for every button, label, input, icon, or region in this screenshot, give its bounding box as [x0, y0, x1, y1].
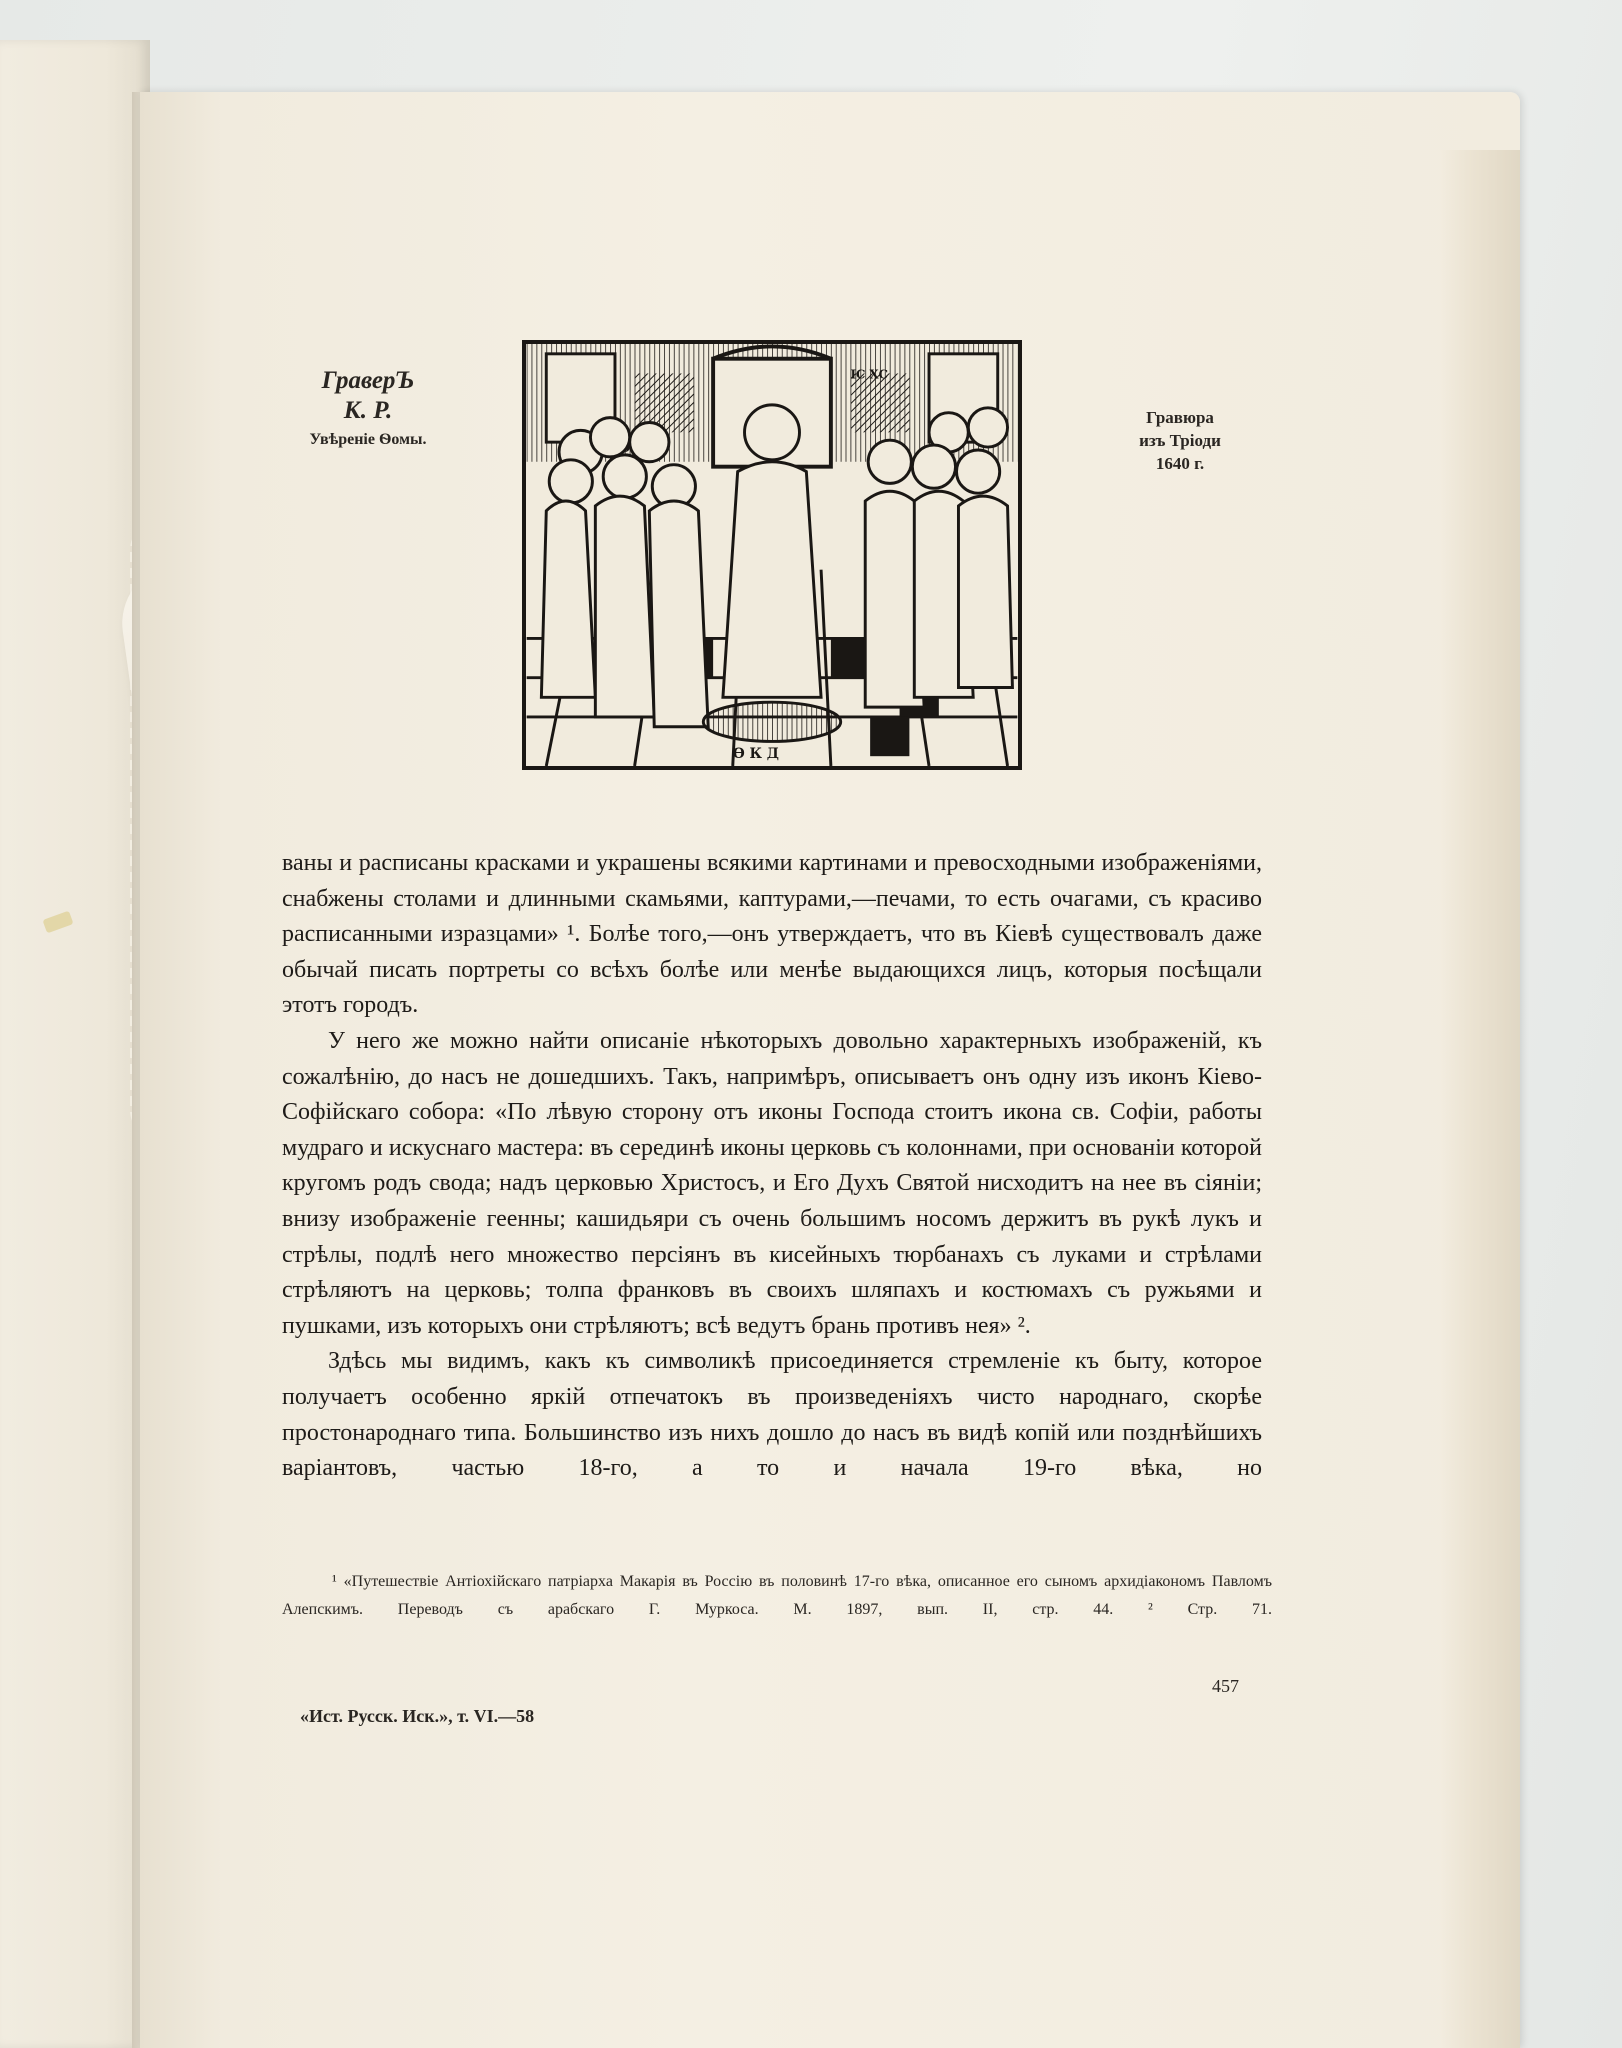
engraving-ground-label: Ѳ К Д	[732, 746, 779, 763]
page-number: 457	[1212, 1676, 1239, 1696]
engraving-inscription-right: ІС ХС	[850, 367, 888, 382]
previous-leaf	[0, 40, 150, 2048]
caption-right	[1100, 406, 1260, 475]
paragraph-2: У него же можно найти описаніе нѣкоторыхъ довольно характерныхъ изображеній, къ сожалѣнію, до насъ не дошедшихъ. Такъ, напримѣръ, описываетъ онъ одну изъ иконъ Кіево-Софійскаго собора: «По лѣвую сторону отъ иконы Господа стоитъ икона св. Софіи, работы мудраго и искуснаго мастера: въ серединѣ иконы церковь съ колоннами, при основаніи которой кругомъ родъ свода; надъ церковью Христосъ, и Его Духъ Святой нисходитъ на нее въ сіяніи; внизу изображеніе геенны; кашидьяри съ очень большимъ носомъ держитъ въ рукѣ лукъ и стрѣлы, подлѣ него множество персіянъ въ кисейныхъ тюрбанахъ съ луками и стрѣлами стрѣляютъ на церковь; толпа франковъ въ своихъ шляпахъ и костюмахъ съ ружьями и пушками, изъ которыхъ они стрѣляютъ; всѣ ведутъ брань противъ нея» ².	[282, 1027, 1262, 1339]
apostles-left	[541, 418, 708, 727]
caption-left	[268, 366, 468, 454]
page-edge-shadow	[1440, 150, 1520, 2048]
caption-right-line2: изъ Тріоди	[1139, 431, 1221, 450]
engraver-label: ГраверЪ	[321, 367, 415, 394]
footnote-1: ¹ «Путешествіе Антіохійскаго патріарха Макарія въ Россію въ половинѣ 17-го вѣка, описанное его сыномъ архидіакономъ Павломъ Алепскимъ. Переводъ съ арабскаго Г. Муркоса. М. 1897, вып. II, стр. 44. ² Стр. 71.	[282, 1573, 1272, 1618]
body-text	[282, 846, 1262, 1487]
caption-right-line1: Гравюра	[1146, 408, 1214, 427]
printer-signature: «Ист. Русск. Иск.», т. VI.—58	[300, 1706, 535, 1726]
paragraph-1: ваны и расписаны красками и украшены всякими картинами и превосходными изображеніями, снабжены столами и длинными скамьями, каптурами,—печами, то есть очагами, съ красиво расписанными изразцами» ¹. Болѣе того,—онъ утверждаетъ, что въ Кіевѣ существовалъ даже обычай писать портреты со всѣхъ болѣе или менѣе выдающихся лицъ, которыя посѣщали этотъ городъ.	[282, 850, 1262, 1019]
caption-right-line3: 1640 г.	[1155, 454, 1205, 473]
engraver-initials: К. Р.	[343, 397, 393, 424]
engraving-subject: Увѣреніе Ѳомы.	[309, 431, 427, 448]
footnotes	[282, 1568, 1272, 1624]
apostles-right	[865, 408, 1012, 707]
engraving-illustration	[526, 344, 1018, 766]
paragraph-3: Здѣсь мы видимъ, какъ къ символикѣ присоединяется стремленіе къ быту, которое получаетъ особенно яркій отпечатокъ въ произведеніяхъ чисто народнаго, скорѣе простонароднаго типа. Большинство изъ нихъ дошло до насъ въ видѣ копій или позднѣйшихъ варіантовъ, частью 18-го, а то и начала 19-го вѣка, но	[282, 1348, 1262, 1482]
woodcut-engraving	[522, 340, 1022, 770]
